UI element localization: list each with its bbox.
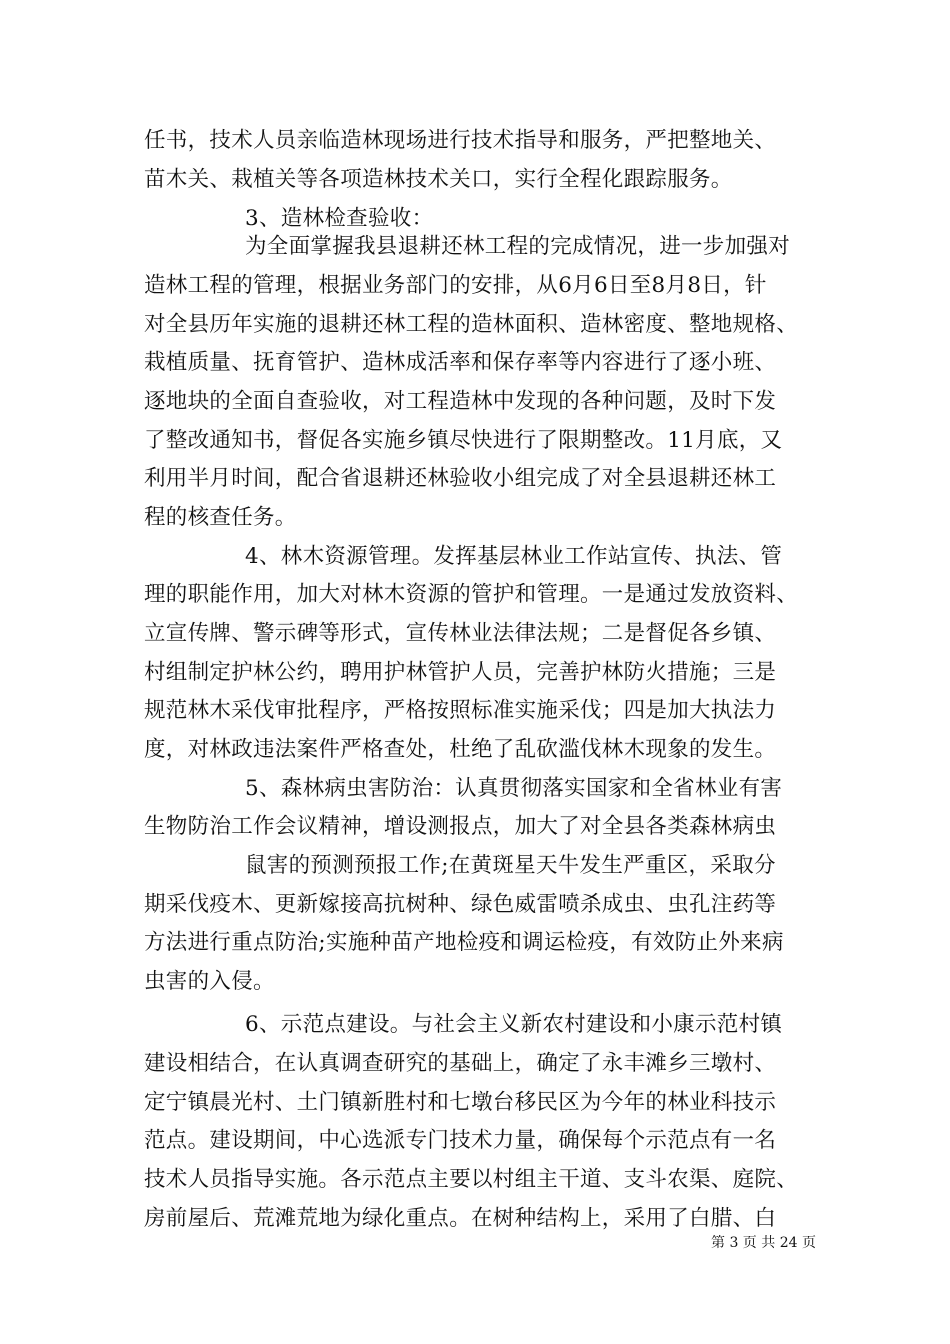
text-line: 任书，技术人员亲临造林现场进行技术指导和服务，严把整地关、 [144,128,777,153]
text-line: 程的核查任务。 [144,505,297,530]
text-line: 虫害的入侵。 [144,969,275,994]
text-line: 方法进行重点防治;实施种苗产地检疫和调运检疫，有效防止外来病 [144,930,784,955]
section-heading: 3、造林检查验收： [245,206,434,231]
page-number: 第 3 页 共 24 页 [711,1235,816,1251]
text-line: 技术人员指导实施。各示范点主要以村组主干道、支斗农渠、庭院、 [144,1167,799,1192]
text-line: 房前屋后、荒滩荒地为绿化重点。在树种结构上，采用了白腊、白 [144,1206,777,1231]
text-line: 造林工程的管理，根据业务部门的安排，从6月6日至8月8日，针 [144,273,767,298]
text-line: 规范林木采伐审批程序，严格按照标准实施采伐；四是加大执法力 [144,698,777,723]
text-line: 鼠害的预测预报工作;在黄斑星天牛发生严重区，采取分 [245,853,776,878]
text-line: 定宁镇晨光村、土门镇新胜村和七墩台移民区为今年的林业科技示 [144,1090,777,1115]
text-line: 栽植质量、抚育管护、造林成活率和保存率等内容进行了逐小班、 [144,350,777,375]
text-line: 度，对林政违法案件严格查处，杜绝了乱砍滥伐林木现象的发生。 [144,737,777,762]
section-heading: 4、林木资源管理。发挥基层林业工作站宣传、执法、管 [245,544,783,569]
text-line: 村组制定护林公约，聘用护林管护人员，完善护林防火措施；三是 [144,660,777,685]
text-line: 生物防治工作会议精神，增设测报点，加大了对全县各类森林病虫 [144,814,777,839]
section-heading: 6、示范点建设。与社会主义新农村建设和小康示范村镇 [245,1012,783,1037]
text-line: 为全面掌握我县退耕还林工程的完成情况，进一步加强对 [245,234,791,259]
section-heading: 5、森林病虫害防治：认真贯彻落实国家和全省林业有害 [245,776,783,801]
text-line: 苗木关、栽植关等各项造林技术关口，实行全程化跟踪服务。 [144,167,733,192]
text-line: 期采伐疫木、更新嫁接高抗树种、绿色威雷喷杀成虫、虫孔注药等 [144,892,777,917]
text-line: 范点。建设期间，中心选派专门技术力量，确保每个示范点有一名 [144,1128,777,1153]
text-line: 建设相结合，在认真调查研究的基础上，确定了永丰滩乡三墩村、 [144,1051,777,1076]
text-line: 利用半月时间，配合省退耕还林验收小组完成了对全县退耕还林工 [144,466,777,491]
text-line: 了整改通知书，督促各实施乡镇尽快进行了限期整改。11月底，又 [144,428,783,453]
text-line: 逐地块的全面自查验收，对工程造林中发现的各种问题，及时下发 [144,389,777,414]
text-line: 立宣传牌、警示碑等形式，宣传林业法律法规；二是督促各乡镇、 [144,621,777,646]
text-line: 理的职能作用，加大对林木资源的管护和管理。一是通过发放资料、 [144,582,799,607]
text-line: 对全县历年实施的退耕还林工程的造林面积、造林密度、整地规格、 [144,312,799,337]
